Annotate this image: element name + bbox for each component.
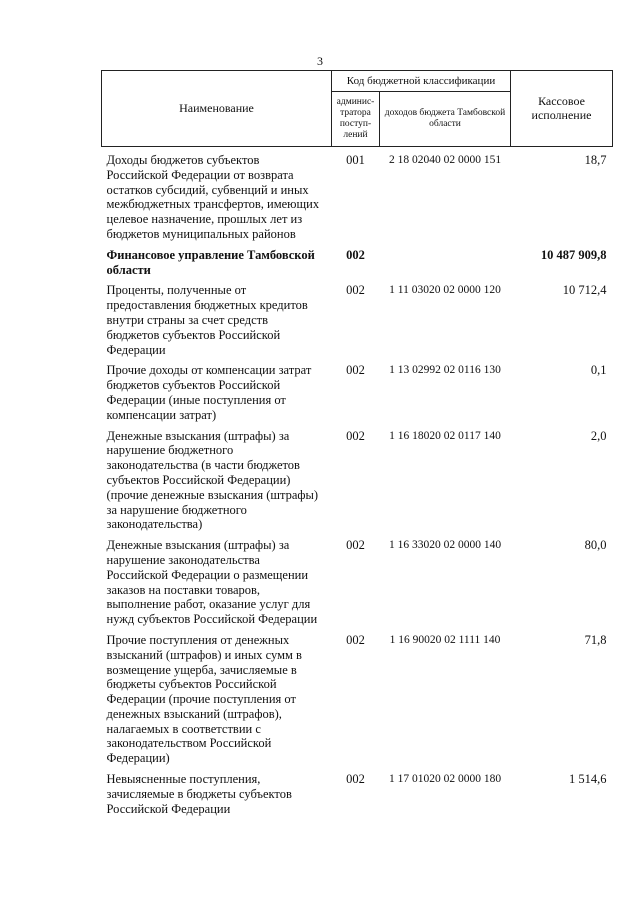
table-row (102, 363, 613, 422)
row-name: Прочие поступления от денежных взысканий (штрафов) и иных сумм в возмещение ущерба, зачисляемые в бюджеты субъектов Российской Федерации (прочие поступления от денежных взысканий (штрафов), налагаемых в соответствии с законодательством Российской Федерации) (106, 632, 302, 766)
row-admin-code: 002 (346, 247, 365, 262)
row-income-code: 1 16 18020 02 0117 140 (389, 429, 501, 442)
header-admin: админис-тратора поступ-лений (332, 92, 380, 147)
row-income-code: 1 11 03020 02 0000 120 (389, 284, 501, 297)
row-income-code: 1 17 01020 02 0000 180 (388, 773, 502, 786)
row-admin-code: 002 (346, 283, 365, 298)
row-admin-code: 002 (346, 538, 365, 553)
row-sum: 80,0 (584, 538, 607, 553)
row-sum: 1 514,6 (569, 772, 607, 787)
header-name: Наименование (102, 71, 332, 147)
row-name: Доходы бюджетов субъектов Российской Федерации от возврата остатков субсидий, субвенций и иных межбюджетных трансфертов, имеющих целевое назначение, прошлых лет из бюджетов муниципальных районов (106, 153, 320, 241)
row-name: Финансовое управление Тамбовской области (106, 247, 315, 277)
row-name: Прочие доходы от компенсации затрат бюджетов субъектов Российской Федерации (иные поступления от компенсации затрат) (106, 363, 312, 422)
row-income-code: 2 18 02040 02 0000 151 (388, 154, 502, 166)
row-income-code: 1 13 02992 02 0116 130 (389, 364, 501, 377)
row-sum: 2,0 (590, 428, 607, 443)
table-row (102, 772, 613, 816)
row-admin-code: 002 (346, 428, 365, 443)
table-row (102, 633, 613, 766)
row-name: Проценты, полученные от предоставления бюджетных кредитов внутри страны за счет средств бюджетов субъектов Российской Федерации (106, 283, 308, 357)
table-row (102, 248, 613, 278)
row-admin-code: 001 (346, 153, 365, 167)
row-sum: 71,8 (584, 632, 607, 647)
row-name: Денежные взыскания (штрафы) за нарушение законодательства Российской Федерации о размещении заказов на поставки товаров, выполнение работ, оказание услуг для нужд субъектов Российской Федерации (106, 538, 318, 627)
header-sum: Кассовое исполнение (511, 71, 613, 147)
row-admin-code: 002 (346, 363, 365, 378)
row-income-code: 1 16 90020 02 1111 140 (389, 633, 501, 646)
row-sum: 10 712,4 (562, 283, 607, 298)
header-income: доходов бюджета Тамбовской области (380, 92, 511, 147)
row-income-code (380, 248, 511, 278)
row-name: Денежные взыскания (штрафы) за нарушение бюджетного законодательства (в части бюджетов субъектов Российской Федерации) (прочие денежные взыскания (штрафы) за нарушение бюджетного законодательства) (106, 428, 319, 532)
row-name: Невыясненные поступления, зачисляемые в бюджеты субъектов Российской Федерации (106, 772, 292, 816)
table-row (102, 538, 613, 627)
table-row (102, 283, 613, 357)
header-classification-group: Код бюджетной классификации (332, 71, 511, 92)
page-number: 3 (317, 54, 323, 68)
row-admin-code: 002 (346, 772, 365, 787)
row-admin-code: 002 (346, 632, 365, 647)
row-sum: 0,1 (590, 363, 607, 378)
row-sum: 10 487 909,8 (540, 247, 607, 262)
table-row (102, 429, 613, 533)
table-row (102, 153, 613, 242)
row-sum: 18,7 (584, 153, 607, 167)
row-income-code: 1 16 33020 02 0000 140 (388, 539, 502, 552)
budget-table (101, 70, 613, 816)
